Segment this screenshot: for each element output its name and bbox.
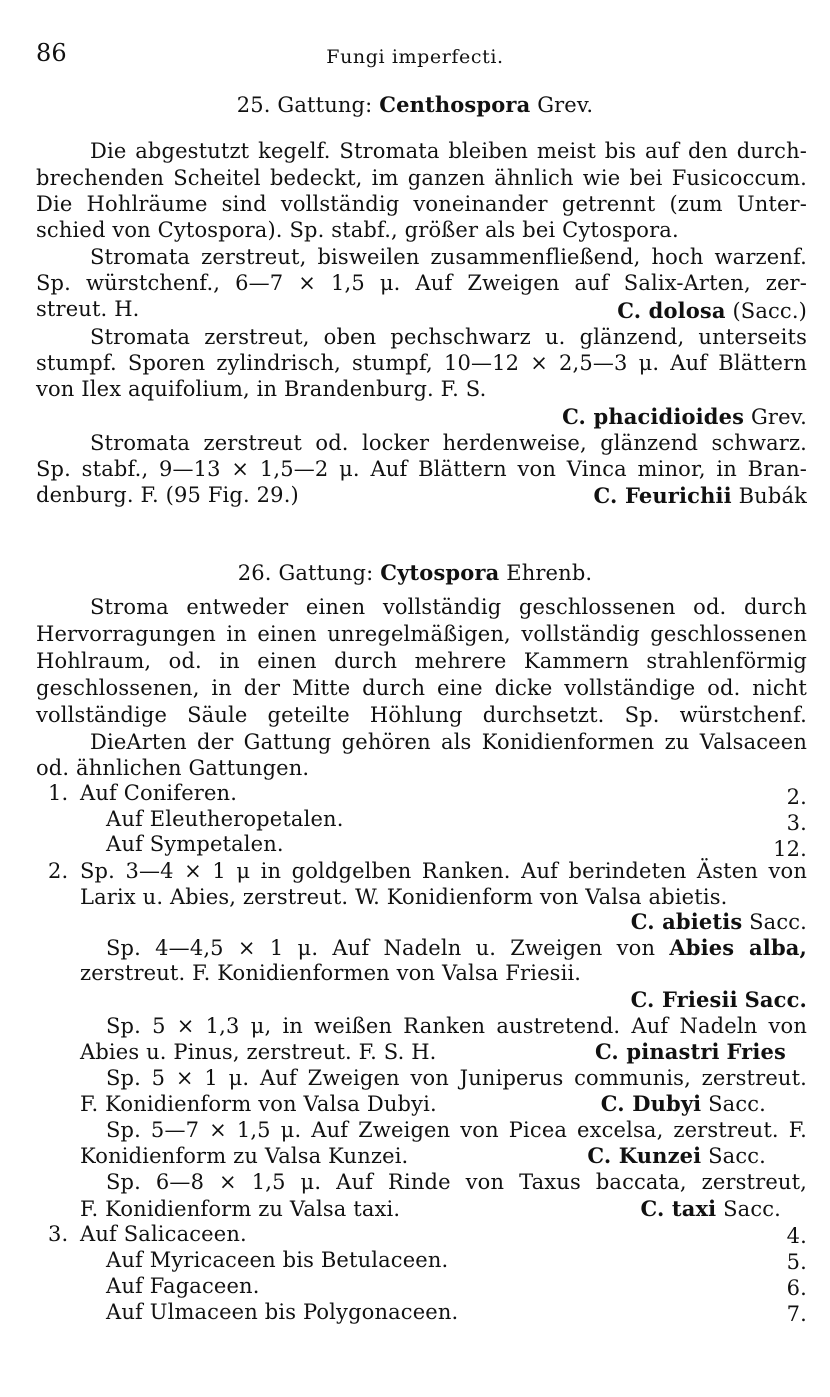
species-description: Abies u. Pinus, zerstreut. F. S. H. (80, 1040, 437, 1064)
species-description: stumpf. Sporen zylindrisch, stumpf, 10—12 × 2,5—3 μ. Auf Blättern (36, 351, 807, 375)
species-description: streut. H. (36, 297, 140, 321)
species-name: C. Kunzei Sacc. (587, 1143, 766, 1168)
genus25-desc-line: Die abgestutzt kegelf. Stromata bleiben meist bis auf den durch- (90, 139, 807, 163)
key-lead-text: Auf Fagaceen. (106, 1274, 260, 1298)
species-description: von Ilex aquifolium, in Brandenburg. F. S. (36, 377, 487, 401)
genus-heading-25: 25. Gattung: Centhospora Grev. (236, 92, 594, 117)
key-lead-ref: 12. (773, 837, 807, 861)
genus25-desc-line: brechenden Scheitel bedeckt, im ganzen ähnlich wie bei Fusicoccum. (36, 166, 807, 190)
key-lead-ref: 2. (786, 785, 807, 809)
species-description: F. Konidienform zu Valsa taxi. (80, 1197, 401, 1221)
running-title: Fungi imperfecti. (326, 46, 504, 68)
species-description: Stromata zerstreut od. locker herdenweise, glänzend schwarz. (90, 431, 807, 455)
species-description: Sp. 4—4,5 × 1 μ. Auf Nadeln u. Zweigen von Abies alba, (106, 935, 807, 960)
key-lead-text: Auf Ulmaceen bis Polygonaceen. (106, 1300, 459, 1324)
key-lead-text: Auf Salicaceen. (80, 1222, 247, 1246)
species-description: zerstreut. F. Konidienformen von Valsa Friesii. (80, 961, 582, 985)
species-description: Sp. würstchenf., 6—7 × 1,5 μ. Auf Zweigen auf Salix-Arten, zer- (36, 271, 807, 295)
genus26-note-line: od. ähnlichen Gattungen. (36, 756, 310, 780)
genus26-desc-line: Hohlraum, od. in einen durch mehrere Kammern strahlenförmig (36, 649, 807, 673)
species-description: Sp. 6—8 × 1,5 μ. Auf Rinde von Taxus baccata, zerstreut, (106, 1170, 807, 1194)
species-name: C. abietis Sacc. (630, 909, 807, 934)
genus-heading-26: 26. Gattung: Cytospora Ehrenb. (237, 560, 593, 585)
species-description: Larix u. Abies, zerstreut. W. Konidienform von Valsa abietis. (80, 885, 728, 909)
genus26-desc-line: Hervorragungen in einen unregelmäßigen, vollständig geschlossenen (36, 622, 807, 646)
genus25-desc-line: Die Hohlräume sind vollständig voneinander getrennt (zum Unter- (36, 192, 807, 216)
key-lead-text: Auf Coniferen. (80, 781, 238, 805)
key-lead-ref: 4. (786, 1224, 807, 1248)
key-lead-ref: 5. (786, 1250, 807, 1274)
key-lead-text: Auf Myricaceen bis Betulaceen. (106, 1248, 449, 1272)
page-number: 86 (36, 39, 67, 67)
key-lead-ref: 7. (786, 1302, 807, 1326)
genus26-desc-line: geschlossenen, in der Mitte durch eine dicke vollständige od. nicht (36, 676, 807, 700)
species-name: C. Dubyi Sacc. (600, 1091, 766, 1116)
genus26-note-line: DieArten der Gattung gehören als Konidienformen zu Valsaceen (90, 730, 807, 754)
species-description: F. Konidienform von Valsa Dubyi. (80, 1092, 437, 1116)
species-name: C. taxi Sacc. (640, 1196, 781, 1221)
species-name: C. Friesii Sacc. (630, 987, 807, 1012)
key-lead-ref: 3. (786, 811, 807, 835)
species-description: Sp. 5—7 × 1,5 μ. Auf Zweigen von Picea excelsa, zerstreut. F. (106, 1118, 807, 1142)
key-number: 2. (48, 859, 69, 883)
species-description: Sp. 5 × 1,3 μ, in weißen Ranken austretend. Auf Nadeln von (106, 1014, 807, 1038)
species-name: C. phacidioides Grev. (562, 404, 807, 429)
species-description: Sp. stabf., 9—13 × 1,5—2 μ. Auf Blättern von Vinca minor, in Bran- (36, 457, 807, 481)
species-name: C. dolosa (Sacc.) (617, 298, 807, 323)
species-description: Konidienform zu Valsa Kunzei. (80, 1144, 409, 1168)
species-description: Stromata zerstreut, bisweilen zusammenfließend, hoch warzenf. (90, 245, 807, 269)
key-number: 3. (48, 1222, 69, 1246)
genus26-desc-line: Stroma entweder einen vollständig geschlossenen od. durch (90, 595, 807, 619)
species-description: denburg. F. (95 Fig. 29.) (36, 483, 299, 507)
key-lead-ref: 6. (786, 1276, 807, 1300)
key-lead-text: Auf Eleutheropetalen. (106, 807, 344, 831)
key-lead-text: Auf Sympetalen. (106, 832, 284, 856)
genus26-desc-line: vollständige Säule geteilte Höhlung durchsetzt. Sp. würstchenf. (36, 703, 807, 727)
species-description: Sp. 5 × 1 μ. Auf Zweigen von Juniperus communis, zerstreut. (106, 1066, 807, 1090)
species-name: C. Feurichii Bubák (593, 483, 807, 508)
species-description: Sp. 3—4 × 1 μ in goldgelben Ranken. Auf berindeten Ästen von (80, 859, 807, 883)
key-number: 1. (48, 781, 69, 805)
species-description: Stromata zerstreut, oben pechschwarz u. glänzend, unterseits (90, 325, 807, 349)
species-name: C. pinastri Fries (594, 1039, 786, 1064)
genus25-desc-line: schied von Cytospora). Sp. stabf., größer als bei Cytospora. (36, 218, 679, 242)
